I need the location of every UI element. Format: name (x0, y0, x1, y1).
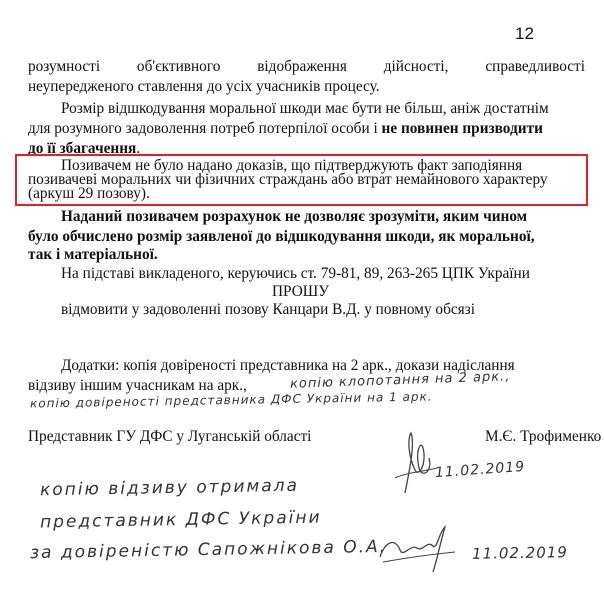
para5-line2: відмовити у задоволенні позову Канцари В.Д. у повному обсязі (61, 301, 475, 318)
signature-date: 11.02.2019 (434, 458, 526, 482)
para1-line2: неупередженого ставлення до усіх учасників процесу. (28, 78, 380, 95)
representative-label: Представник ГУ ДФС у Луганській області (28, 428, 312, 445)
para3-line3: (аркуш 29 позову). (28, 185, 150, 202)
para2-line2-bold: не повинен призводити (381, 120, 543, 137)
para4-line2: було обчислено розмір заявленої до відшкодування шкоди, як моральної, (28, 228, 535, 245)
para1-word: розумності (28, 58, 101, 75)
para4-line1: Наданий позивачем розрахунок не дозволяє зрозуміти, яким чином (61, 208, 528, 225)
para2-line2 (28, 119, 543, 139)
handwritten-note-date: 11.02.2019 (471, 543, 569, 563)
receipt-signature-graphic (375, 522, 465, 574)
para1-line1 (28, 57, 585, 77)
para1-word: відображення (257, 58, 347, 75)
attachments-line1: Додатки: копія довіреності представника на 2 арк., докази надіслання (61, 357, 515, 374)
para2-line1: Розмір відшкодування моральної шкоди має бути не більш, аніж достатнім (61, 100, 549, 117)
signature-graphic (385, 428, 455, 496)
handwritten-note-line3: за довіреністю Сапожнікова О.А. (29, 536, 388, 564)
para1-word: об'єктивного (136, 58, 221, 75)
para2-line3-end: . (136, 140, 141, 157)
handwritten-attachment-2: копію довіреності представника ДФС України на 1 арк. (29, 389, 433, 411)
request-heading: ПРОШУ (272, 283, 330, 300)
handwritten-note-line1: копію відзиву отримала (39, 475, 300, 501)
representative-name: М.Є. Трофименко (485, 428, 602, 445)
page-number: 12 (515, 24, 534, 43)
para4-line3: так і матеріальної. (28, 246, 158, 263)
handwritten-attachment-1: копію клопотання на 2 арк., (289, 369, 511, 392)
attachments-line2: відзиву іншим учасникам на арк., (28, 377, 247, 394)
para1-word: дійсності, (383, 58, 449, 75)
para3-line2: позивачеві моральних чи фізичних страждань або втрат немайнового характеру (28, 171, 548, 188)
para5-line1: На підставі викладеного, керуючись ст. 79-81, 89, 263-265 ЦПК України (61, 265, 530, 282)
para2-line3-bold: до її збагачення (28, 140, 137, 157)
handwritten-note-line2: представник ДФС України (39, 507, 322, 533)
para1-word: справедливості (485, 58, 585, 75)
para3-line1: Позивачем не було надано доказів, що підтверджують факт заподіяння (61, 157, 523, 174)
para2-line2-normal: для розумного задоволення потреб потерпілої особи і (28, 120, 382, 137)
